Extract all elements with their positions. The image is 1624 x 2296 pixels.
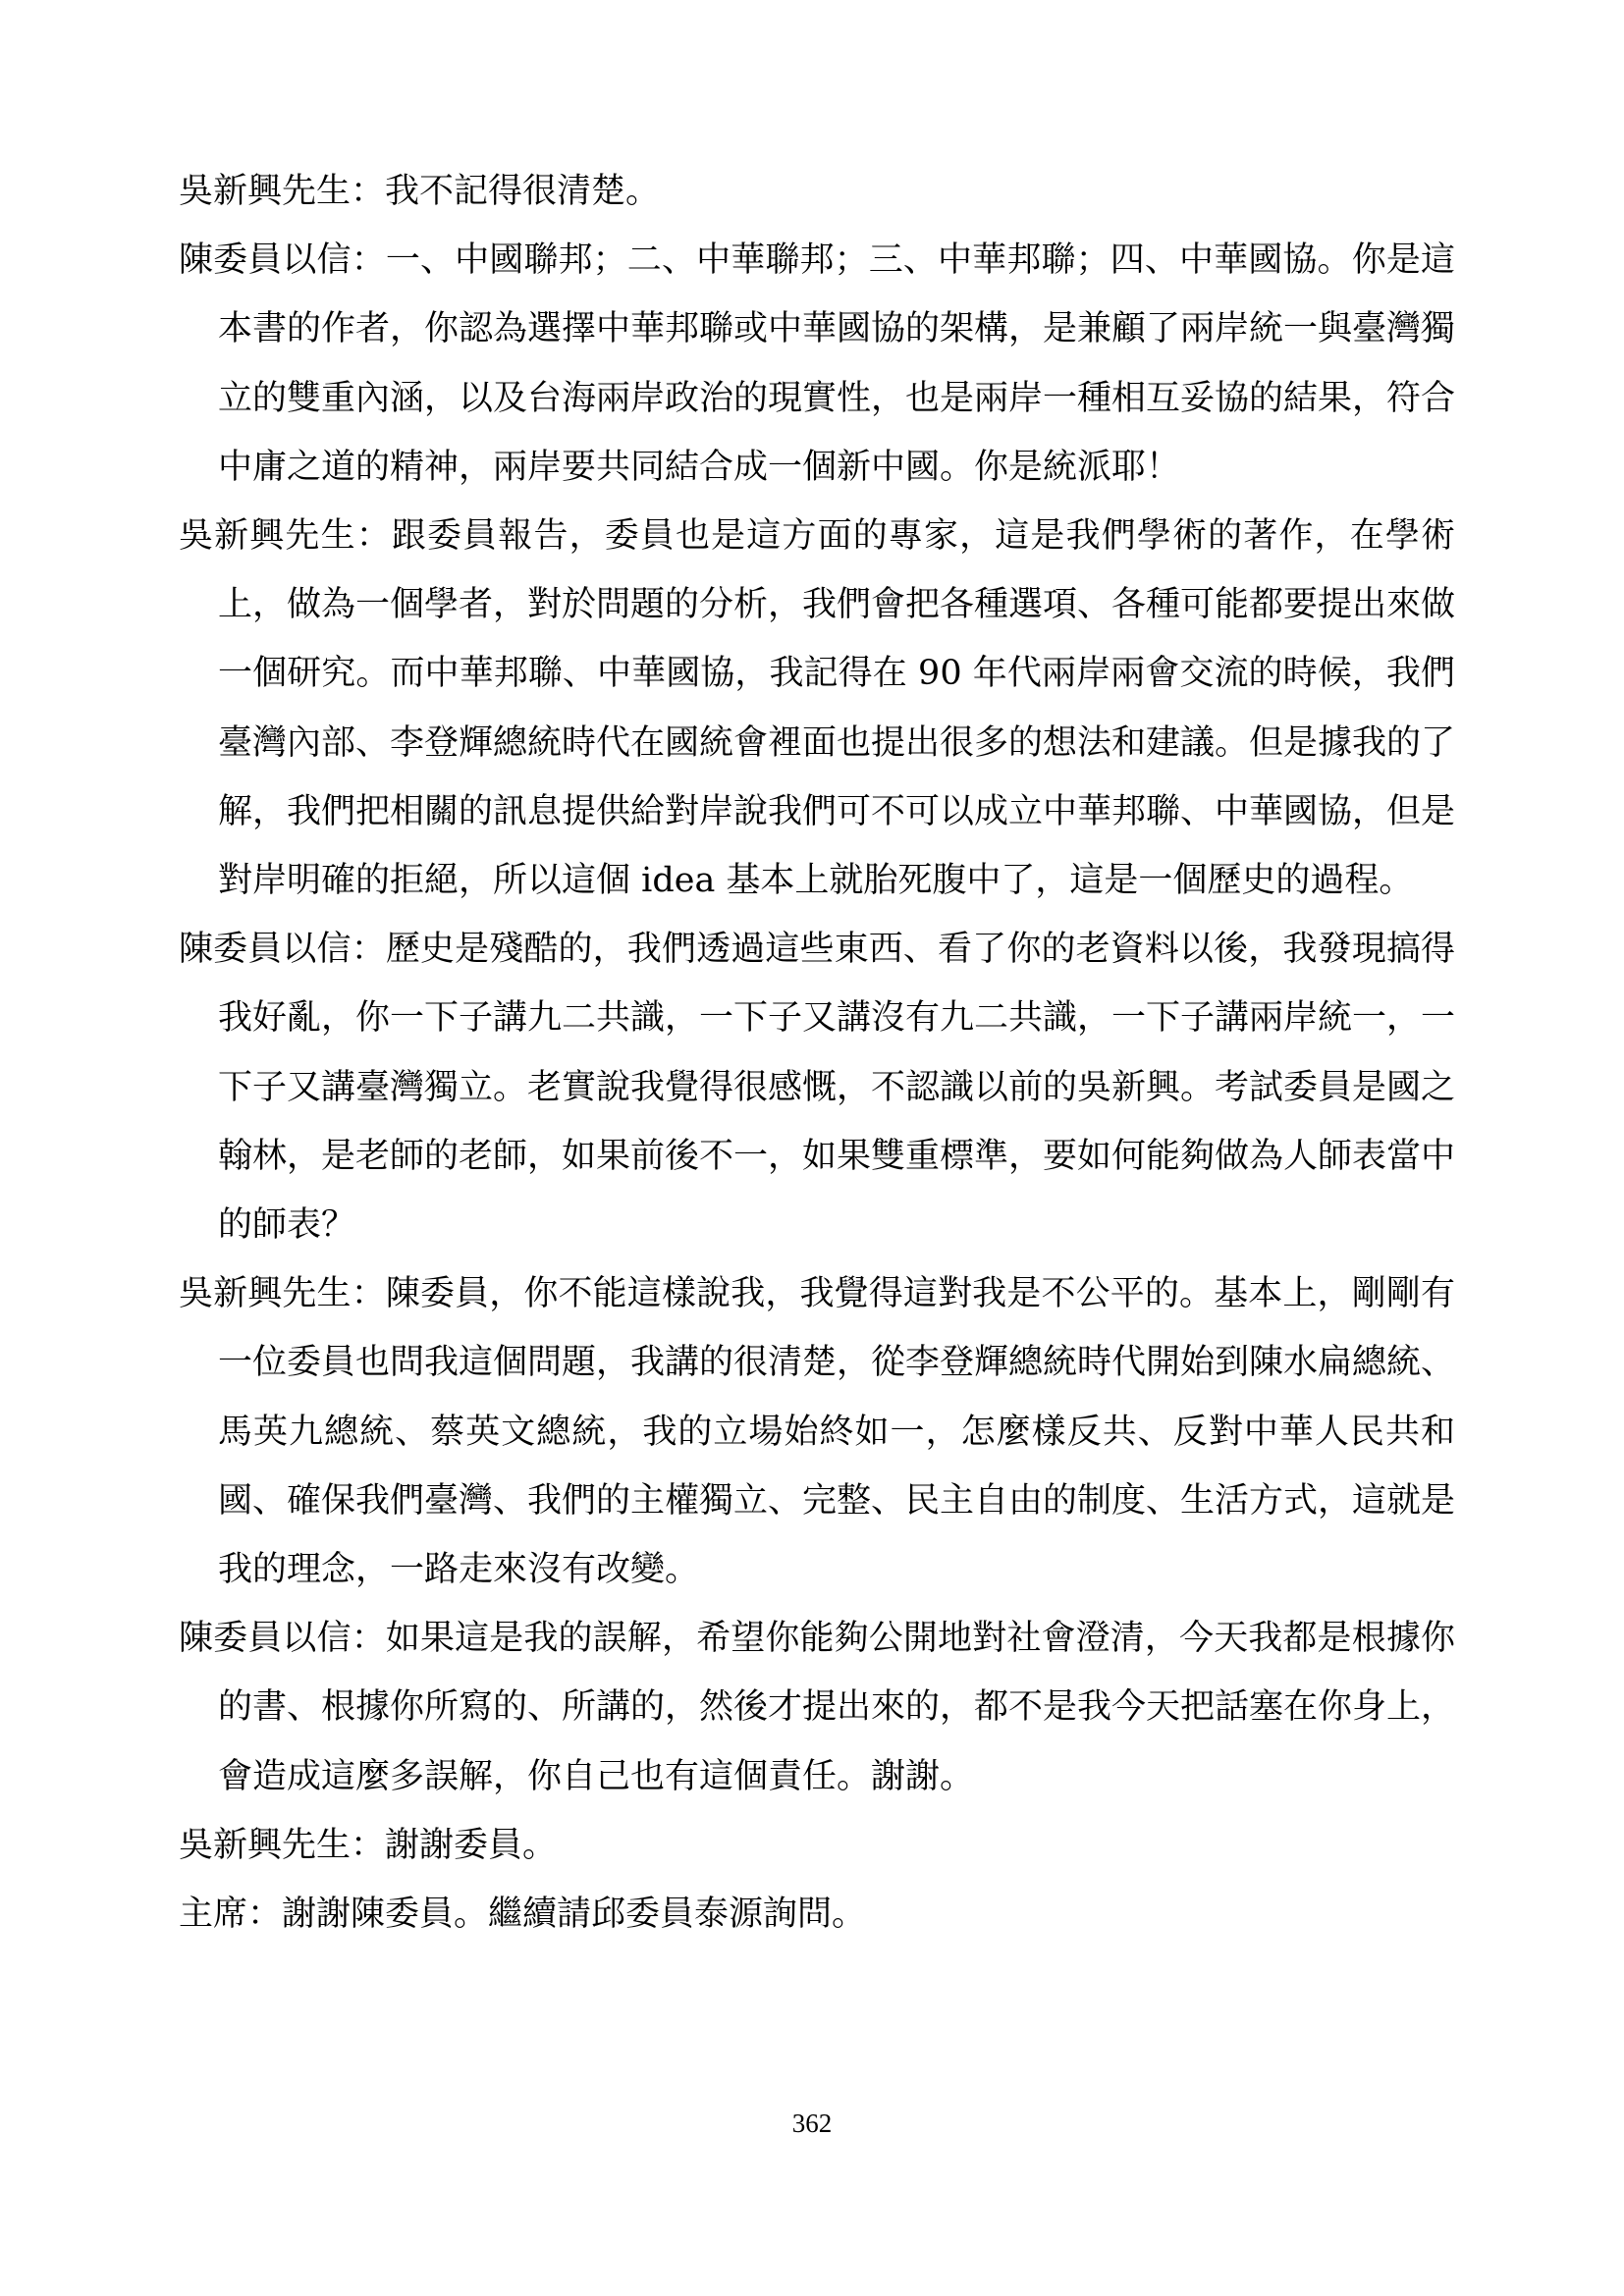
speech-text: 跟委員報告，委員也是這方面的專家，這是我們學術的著作，在學術上，做為一個學者，對於問題的分析，我們會把各種選項、各種可能都要提出來做一個研究。而中華邦聯、中華國協，我記得在 90 年代兩岸兩會交流的時候，我們臺灣內部、李登輝總統時代在國統會裡面也提出很多的想法和建議。但是據我的了解，我們把相關的訊息提供給對岸說我們可不可以成立中華邦聯、中華國協，但是對岸明確的拒絕，所以這個 idea 基本上就胎死腹中了，這是一個歷史的過程。 [218, 516, 1456, 901]
speaker-name: 陳委員以信 [179, 1619, 352, 1659]
transcript-entry [179, 1604, 1455, 1811]
speaker-name: 吳新興先生 [179, 1825, 352, 1865]
speech-text: 謝謝委員。 [385, 1825, 558, 1865]
speaker-name: 主席 [179, 1895, 248, 1935]
transcript-entry [179, 502, 1455, 915]
speaker-name: 吳新興先生 [179, 1274, 352, 1314]
transcript [179, 157, 1455, 1949]
transcript-entry [179, 915, 1455, 1259]
speech-text: 歷史是殘酷的，我們透過這些東西、看了你的老資料以後，我發現搞得我好亂，你一下子講九二共識，一下子又講沒有九二共識，一下子講兩岸統一，一下子又講臺灣獨立。老實說我覺得很感慨，不認識以前的吳新興。考試委員是國之翰林，是老師的老師，如果前後不一，如果雙重標準，要如何能夠做為人師表當中的師表？ [218, 930, 1456, 1246]
speaker-separator: ： [351, 1619, 386, 1659]
speech-text: 我不記得很清楚。 [385, 172, 661, 211]
speaker-name: 吳新興先生 [179, 516, 356, 557]
speech-text: 謝謝陳委員。繼續請邱委員泰源詢問。 [282, 1895, 867, 1935]
speech-text: 陳委員，你不能這樣說我，我覺得這對我是不公平的。基本上，剛剛有一位委員也問我這個問題，我講的很清楚，從李登輝總統時代開始到陳水扁總統、馬英九總統、蔡英文總統，我的立場始終如一，怎麼樣反共、反對中華人民共和國、確保我們臺灣、我們的主權獨立、完整、民主自由的制度、生活方式，這就是我的理念，一路走來沒有改變。 [218, 1274, 1456, 1590]
speaker-separator: ： [351, 930, 386, 970]
transcript-entry [179, 157, 1455, 226]
speaker-separator: ： [351, 172, 386, 211]
page-number: 362 [791, 2109, 833, 2138]
speaker-separator: ： [351, 1825, 386, 1865]
speaker-name: 吳新興先生 [179, 172, 352, 211]
transcript-entry [179, 1259, 1455, 1604]
speaker-separator: ： [247, 1895, 283, 1935]
speaker-separator: ： [351, 240, 386, 281]
transcript-entry [179, 1880, 1455, 1949]
speaker-name: 陳委員以信 [179, 930, 352, 970]
transcript-entry [179, 226, 1455, 502]
speech-text: 一、中國聯邦；二、中華聯邦；三、中華邦聯；四、中華國協。你是這本書的作者，你認為選擇中華邦聯或中華國協的架構，是兼顧了兩岸統一與臺灣獨立的雙重內涵，以及台海兩岸政治的現實性，也是兩岸一種相互妥協的結果，符合中庸之道的精神，兩岸要共同結合成一個新中國。你是統派耶！ [218, 240, 1456, 487]
speaker-separator: ： [351, 1274, 386, 1314]
speaker-name: 陳委員以信 [179, 240, 352, 281]
transcript-entry [179, 1811, 1455, 1880]
speech-text: 如果這是我的誤解，希望你能夠公開地對社會澄清，今天我都是根據你的書、根據你所寫的、所講的，然後才提出來的，都不是我今天把話塞在你身上，會造成這麼多誤解，你自己也有這個責任。謝謝。 [218, 1619, 1456, 1796]
speaker-separator: ： [355, 516, 392, 557]
